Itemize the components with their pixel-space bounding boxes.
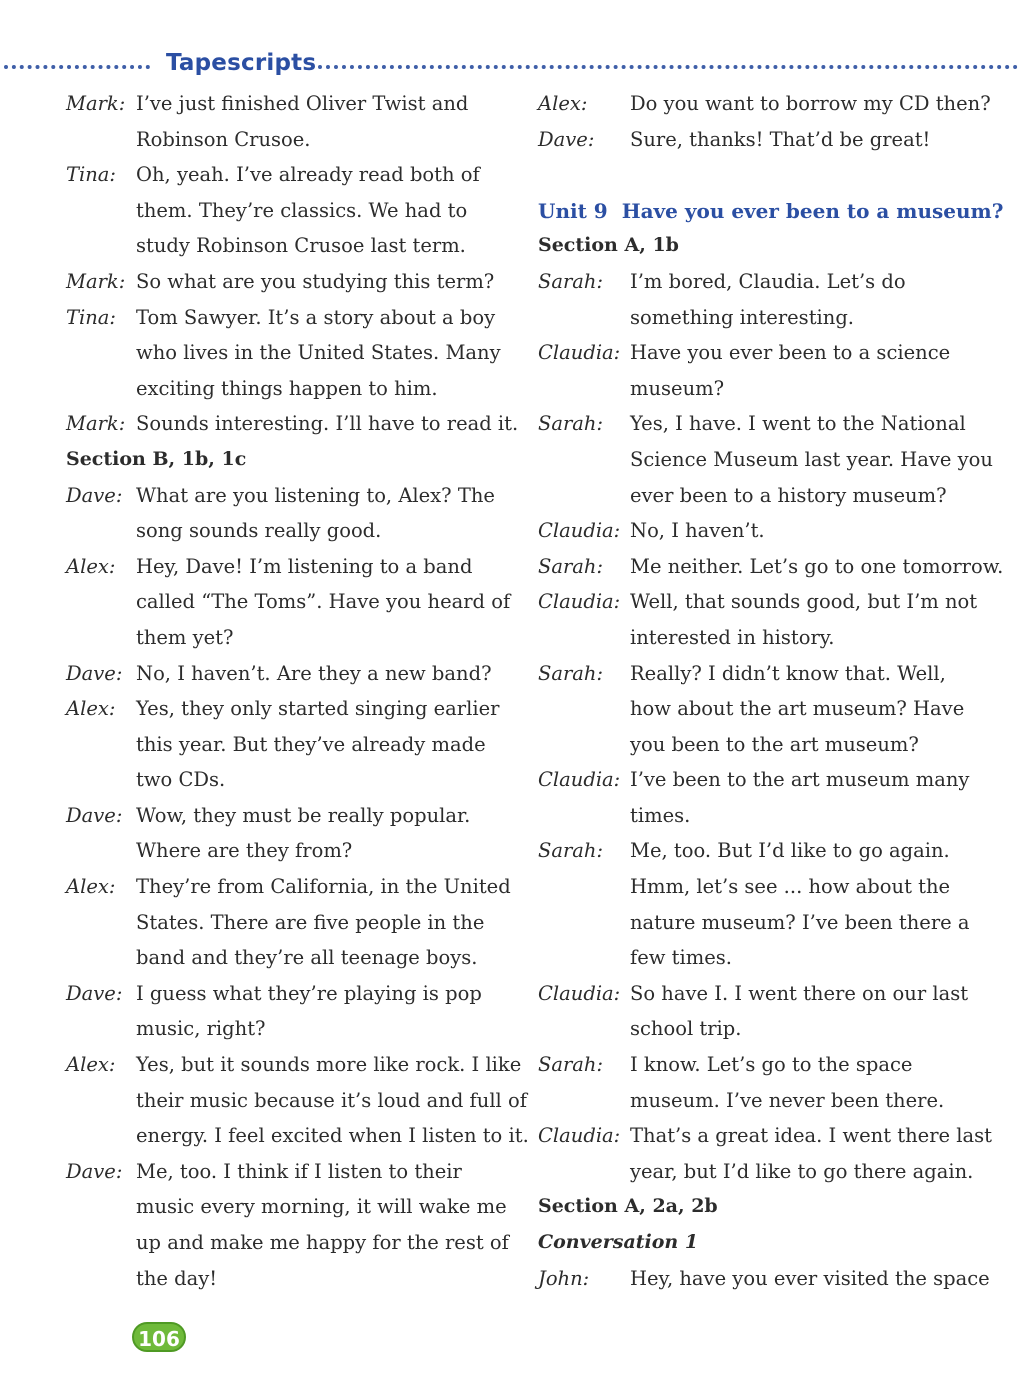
dialogue-text: I’ve been to the art museum many (630, 768, 970, 792)
speaker-name: Dave: (66, 981, 123, 1005)
dialogue-line (66, 1053, 522, 1089)
dialogue-text: That’s a great idea. I went there last (630, 1124, 992, 1148)
speaker-name: Sarah: (538, 412, 604, 436)
speaker-name: Dave: (66, 1159, 123, 1183)
right-column (538, 92, 1004, 1302)
dialogue-continuation: two CDs. (136, 768, 226, 792)
dialogue-continuation: exciting things happen to him. (136, 376, 438, 400)
dialogue-continuation: up and make me happy for the rest of (136, 1231, 509, 1254)
speaker-name: Dave: (66, 483, 123, 507)
dialogue-text: Wow, they must be really popular. (136, 803, 471, 827)
page-title: Tapescripts (166, 50, 317, 76)
dialogue-continuation: few times. (630, 946, 732, 970)
dialogue-continuation: school trip. (630, 1017, 742, 1041)
dialogue-line (66, 804, 516, 840)
dialogue-continuation: song sounds really good. (136, 519, 382, 543)
dialogue-line (538, 92, 998, 128)
dialogue-line (538, 768, 998, 804)
dialogue-line (66, 662, 516, 698)
speaker-name: Sarah: (538, 554, 604, 578)
dialogue-text: What are you listening to, Alex? The (136, 483, 495, 507)
speaker-name: Claudia: (538, 590, 621, 614)
dialogue-continuation: the day! (136, 1266, 218, 1290)
dialogue-continuation: who lives in the United States. Many (136, 341, 501, 365)
dialogue-continuation: interested in history. (630, 625, 835, 649)
blank-line (538, 163, 998, 199)
left-column (66, 92, 529, 1302)
dialogue-line (66, 163, 516, 199)
speaker-name: John: (538, 1266, 590, 1290)
dialogue-continuation: energy. I feel excited when I listen to it. (136, 1124, 529, 1148)
speaker-name: Mark: (66, 412, 126, 436)
dialogue-line (538, 590, 998, 626)
dialogue-continuation: year, but I’d like to go there again. (630, 1159, 974, 1183)
dialogue-line (66, 875, 516, 911)
speaker-name: Mark: (66, 269, 126, 293)
dialogue-line (538, 839, 998, 875)
dialogue-text: Oh, yeah. I’ve already read both of (136, 163, 480, 187)
speaker-name: Sarah: (538, 839, 604, 863)
speaker-name: Sarah: (538, 269, 604, 293)
dialogue-line (66, 697, 516, 733)
dialogue-text: Well, that sounds good, but I’m not (630, 590, 978, 614)
dialogue-continuation: called “The Toms”. Have you heard of (136, 590, 511, 614)
dialogue-text: No, I haven’t. (630, 519, 765, 543)
dialogue-text: Hey, have you ever visited the space (630, 1266, 990, 1290)
dialogue-line (66, 484, 516, 520)
dialogue-line (538, 128, 998, 164)
dialogue-text: Sure, thanks! That’d be great! (630, 127, 931, 151)
dialogue-text: Sounds interesting. I’ll have to read it. (136, 412, 519, 436)
dialogue-line (66, 555, 516, 591)
dialogue-line (538, 1267, 998, 1303)
dialogue-text: They’re from California, in the United (136, 875, 511, 899)
dialogue-continuation: States. There are five people in the (136, 910, 485, 934)
section-heading: Section B, 1b, 1c (66, 447, 247, 470)
dialogue-text: Tom Sawyer. It’s a story about a boy (136, 305, 496, 329)
dialogue-line (538, 341, 998, 377)
speaker-name: Mark: (66, 92, 126, 115)
dialogue-text: I guess what they’re playing is pop (136, 981, 482, 1005)
speaker-name: Tina: (66, 305, 116, 329)
dialogue-line (66, 306, 516, 342)
dialogue-text: Hey, Dave! I’m listening to a band (136, 554, 473, 578)
dialogue-text: Yes, they only started singing earlier (136, 697, 500, 721)
speaker-name: Claudia: (538, 341, 621, 365)
speaker-name: Alex: (66, 1053, 116, 1077)
speaker-name: Claudia: (538, 768, 621, 792)
header-dotted-rule-left (4, 65, 150, 69)
header-dotted-rule-right (318, 65, 1018, 69)
dialogue-continuation: Where are they from? (136, 839, 353, 863)
dialogue-text: I know. Let’s go to the space (630, 1053, 913, 1077)
dialogue-line (538, 982, 998, 1018)
dialogue-continuation: you been to the art museum? (630, 732, 919, 756)
dialogue-continuation: them yet? (136, 625, 234, 649)
dialogue-line (538, 662, 998, 698)
dialogue-line (66, 982, 516, 1018)
dialogue-line (538, 1124, 998, 1160)
dialogue-continuation: times. (630, 803, 691, 827)
dialogue-continuation: Robinson Crusoe. (136, 127, 311, 151)
dialogue-line (538, 270, 998, 306)
dialogue-continuation: study Robinson Crusoe last term. (136, 234, 466, 258)
unit-title: Have you ever been to a museum? (621, 198, 1004, 223)
dialogue-text: Have you ever been to a science (630, 341, 951, 365)
dialogue-text: Yes, but it sounds more like rock. I like (136, 1053, 522, 1077)
speaker-name: Alex: (538, 92, 588, 115)
dialogue-text: So what are you studying this term? (136, 269, 495, 293)
dialogue-continuation: nature museum? I’ve been there a (630, 910, 970, 934)
speaker-name: Claudia: (538, 981, 621, 1005)
page-number-badge: 106 (132, 1322, 186, 1352)
dialogue-continuation: music, right? (136, 1017, 266, 1041)
dialogue-text: Really? I didn’t know that. Well, (630, 661, 946, 685)
speaker-name: Alex: (66, 697, 116, 721)
dialogue-continuation: music every morning, it will wake me (136, 1195, 507, 1219)
dialogue-text: Me neither. Let’s go to one tomorrow. (630, 554, 1004, 578)
dialogue-text: Yes, I have. I went to the National (630, 412, 966, 436)
speaker-name: Claudia: (538, 1124, 621, 1148)
unit-number: Unit 9 (538, 198, 608, 223)
dialogue-text: I’ve just finished Oliver Twist and (136, 92, 469, 115)
speaker-name: Sarah: (538, 1053, 604, 1077)
speaker-name: Dave: (66, 661, 123, 685)
unit-heading (538, 198, 1004, 235)
dialogue-text: So have I. I went there on our last (630, 981, 969, 1005)
dialogue-continuation: ever been to a history museum? (630, 483, 947, 507)
dialogue-text: No, I haven’t. Are they a new band? (136, 661, 492, 685)
speaker-name: Alex: (66, 875, 116, 899)
speaker-name: Sarah: (538, 661, 604, 685)
dialogue-continuation: band and they’re all teenage boys. (136, 946, 478, 970)
dialogue-continuation: how about the art museum? Have (630, 697, 965, 721)
dialogue-line (538, 1053, 998, 1089)
section-heading: Section A, 1b (538, 234, 679, 257)
dialogue-continuation: Hmm, let’s see ... how about the (630, 875, 951, 899)
dialogue-continuation: them. They’re classics. We had to (136, 198, 468, 222)
section-heading: Section A, 2a, 2b (538, 1195, 718, 1218)
dialogue-line (538, 412, 998, 448)
dialogue-text: Do you want to borrow my CD then? (630, 92, 991, 115)
dialogue-continuation: their music because it’s loud and full of (136, 1088, 527, 1112)
speaker-name: Tina: (66, 163, 116, 187)
dialogue-text: Me, too. But I’d like to go again. (630, 839, 950, 863)
conversation-heading: Conversation 1 (538, 1231, 699, 1253)
dialogue-line (538, 554, 1004, 591)
dialogue-line (66, 270, 516, 306)
dialogue-continuation: museum. I’ve never been there. (630, 1088, 945, 1112)
speaker-name: Claudia: (538, 519, 621, 543)
speaker-name: Alex: (66, 554, 116, 578)
dialogue-continuation: museum? (630, 376, 725, 400)
dialogue-line (66, 1160, 516, 1196)
dialogue-text: Me, too. I think if I listen to their (136, 1159, 462, 1183)
page-header (0, 48, 1024, 84)
dialogue-continuation: Science Museum last year. Have you (630, 447, 993, 471)
dialogue-text: I’m bored, Claudia. Let’s do (630, 269, 906, 293)
dialogue-line (538, 519, 998, 555)
speaker-name: Dave: (66, 803, 123, 827)
dialogue-continuation: something interesting. (630, 305, 855, 329)
dialogue-line (66, 92, 516, 128)
speaker-name: Dave: (538, 127, 595, 151)
dialogue-line (66, 412, 519, 448)
dialogue-continuation: this year. But they’ve already made (136, 732, 486, 756)
